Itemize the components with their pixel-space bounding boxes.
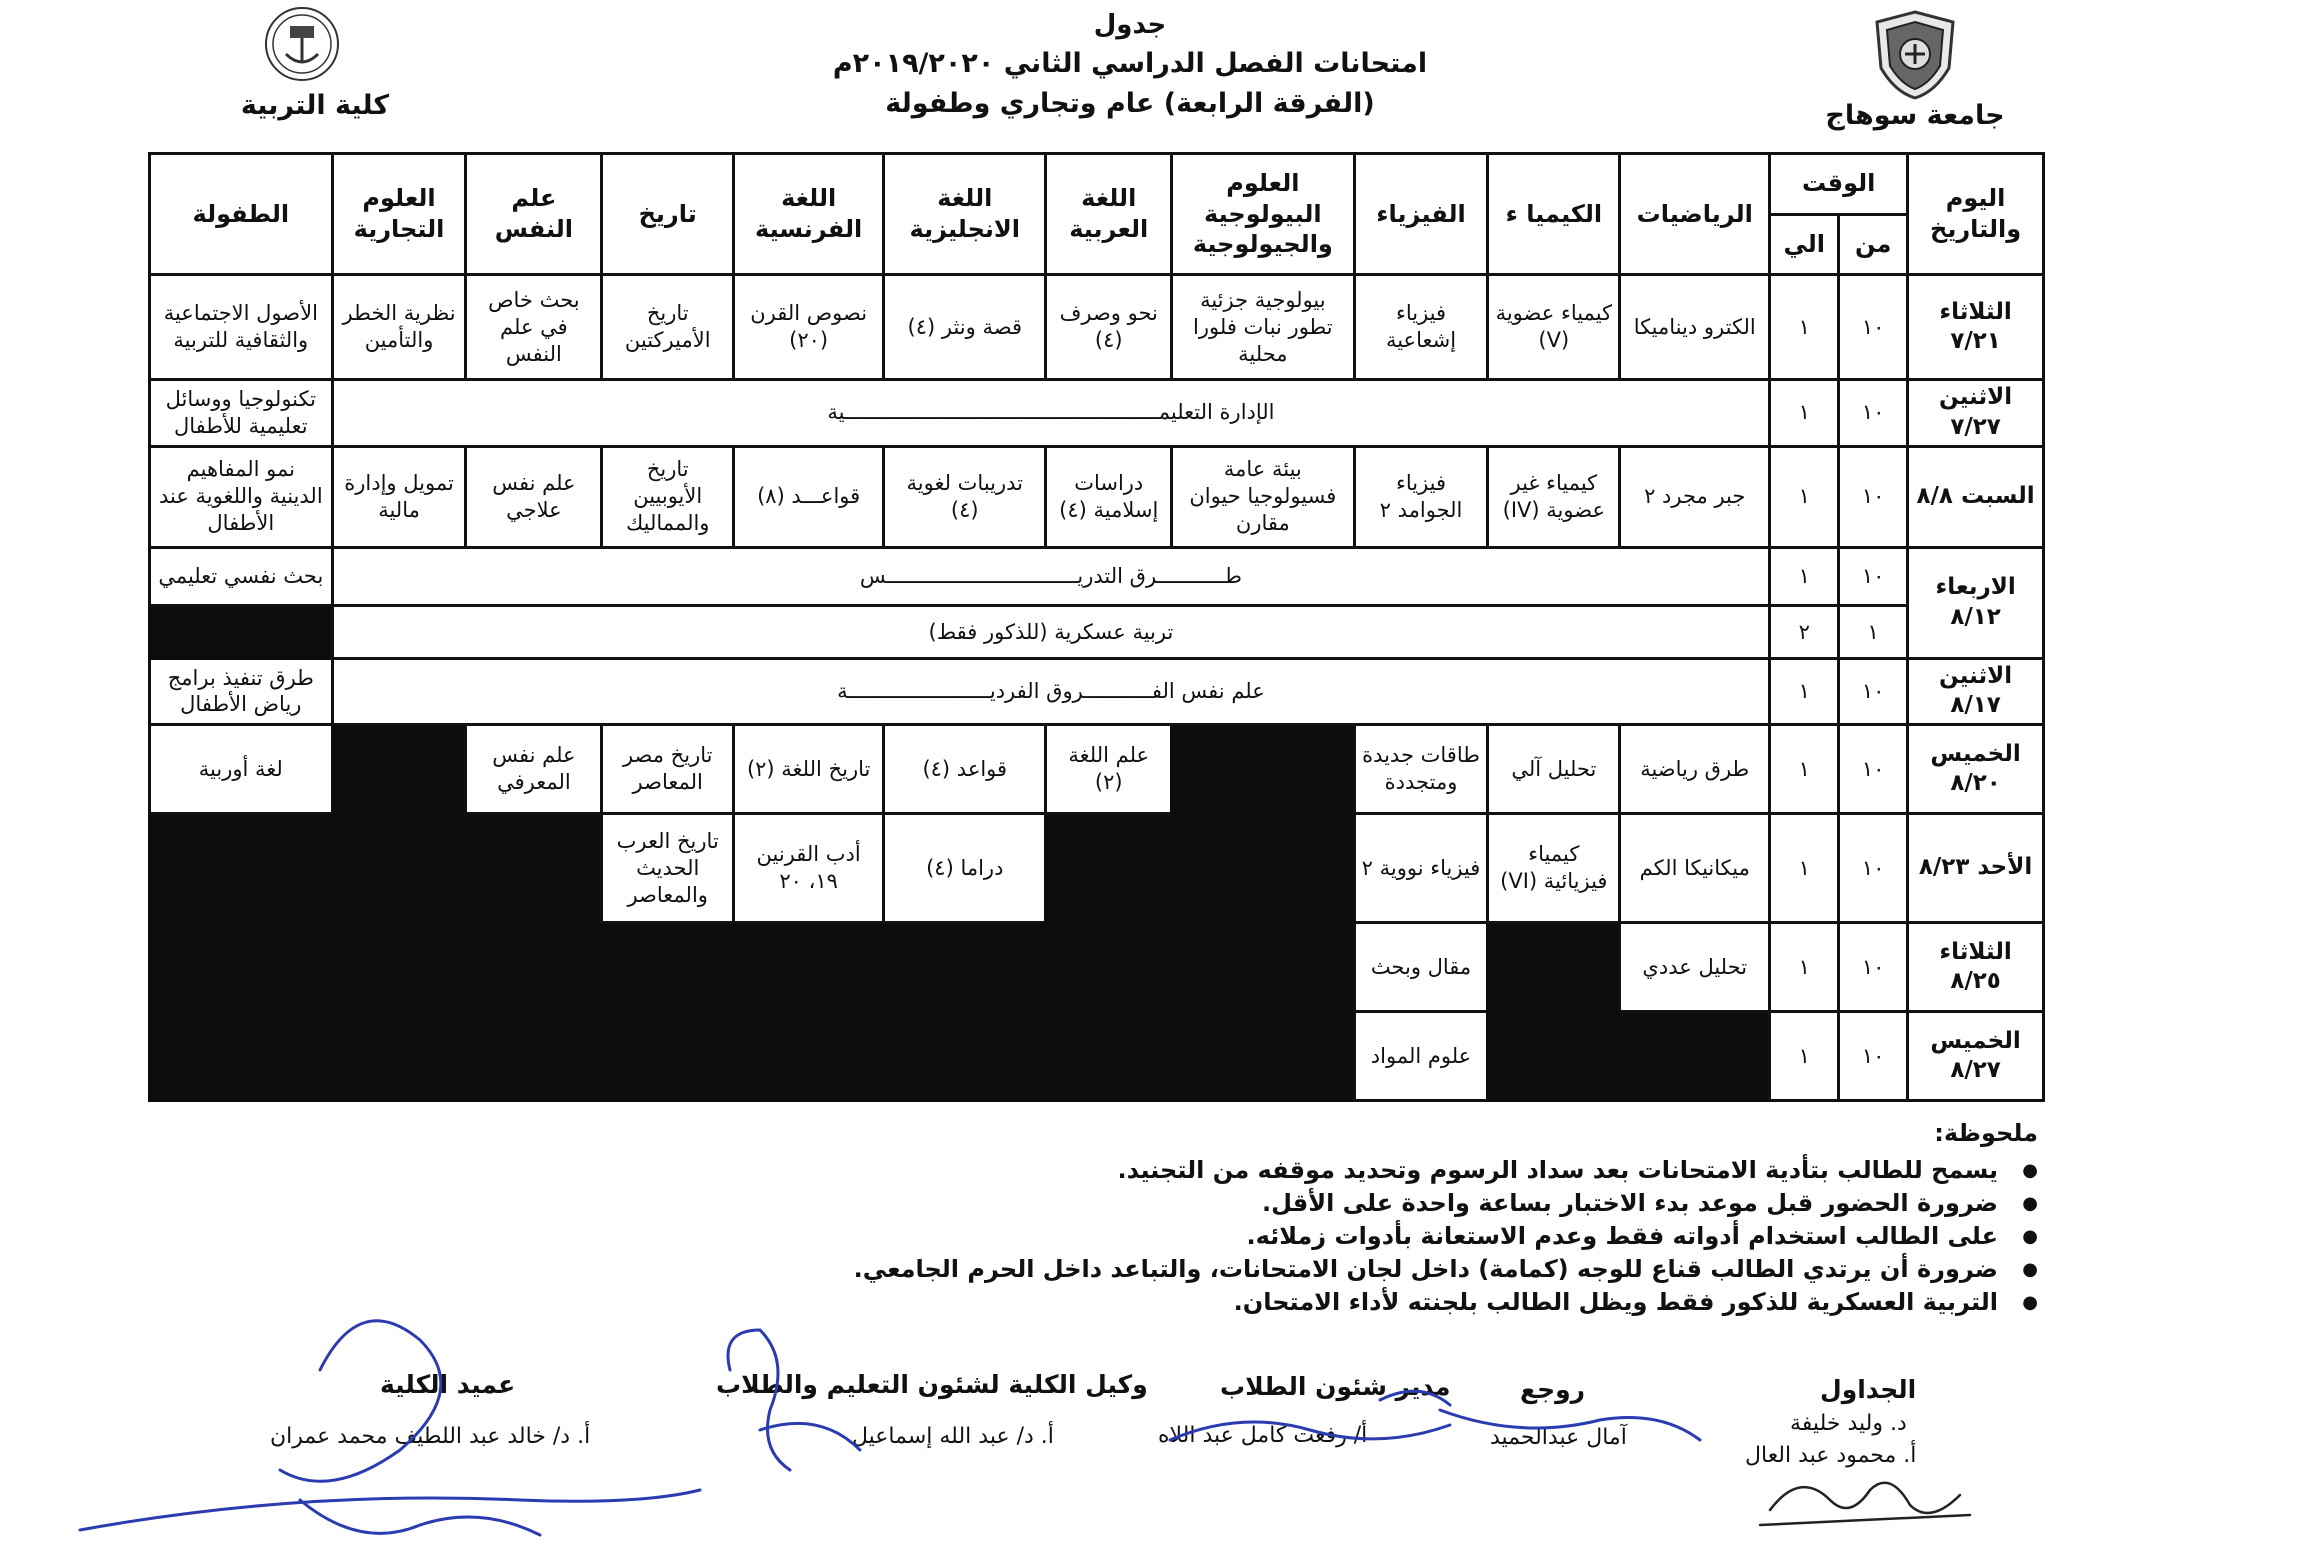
day-cell: الأحد ٨/٢٣ xyxy=(1908,814,2044,923)
exam-cell: نحو وصرف (٤) xyxy=(1046,275,1172,380)
exam-cell: تحليل آلي xyxy=(1488,725,1620,814)
table-row xyxy=(150,547,2044,606)
exam-cell: فيزياء إشعاعية xyxy=(1354,275,1488,380)
exam-cell: تحليل عددي xyxy=(1620,923,1770,1012)
exam-cell: تاريخ الأميركتين xyxy=(602,275,734,380)
to-cell: ١ xyxy=(1770,380,1839,447)
table-row xyxy=(150,1012,2044,1101)
blacked-out-cell xyxy=(1172,725,1355,814)
schedules-name-2: أ. محمود عبد العال xyxy=(1745,1443,1917,1468)
blacked-out-cell xyxy=(150,923,1355,1012)
faculty-name: كلية التربية xyxy=(240,90,390,121)
exam-cell: أدب القرنين ١٩، ٢٠ xyxy=(734,814,884,923)
to-cell: ١ xyxy=(1770,547,1839,606)
blacked-out-cell xyxy=(1488,1012,1770,1101)
exam-cell: تاريخ الأيوبيين والمماليك xyxy=(602,446,734,547)
header-english: اللغة الانجليزية xyxy=(884,154,1046,275)
exam-cell: فيزياء الجوامد ٢ xyxy=(1354,446,1488,547)
to-cell: ٢ xyxy=(1770,606,1839,659)
blacked-out-cell xyxy=(332,814,466,923)
blacked-out-cell xyxy=(466,814,602,923)
header-french: اللغة الفرنسية xyxy=(734,154,884,275)
note-item: ● ضرورة الحضور قبل موعد بدء الاختبار بساعة واحدة على الأقل. xyxy=(238,1187,2038,1220)
to-cell: ١ xyxy=(1770,725,1839,814)
merged-exam-cell: طـــــــــــرق التدريـــــــــــــــــــــــــــــــس xyxy=(332,547,1770,606)
affairs-name: أ/ رفعت كامل عبد اللاه xyxy=(1158,1423,1368,1448)
table-row xyxy=(150,658,2044,725)
exam-cell: قواعد (٤) xyxy=(884,725,1046,814)
exam-cell: كيمياء عضوية (V) xyxy=(1488,275,1620,380)
blacked-out-cell xyxy=(150,814,333,923)
table-row xyxy=(150,446,2044,547)
blacked-out-cell xyxy=(1046,814,1172,923)
header-arabic: اللغة العربية xyxy=(1046,154,1172,275)
exam-cell: علم نفس المعرفي xyxy=(466,725,602,814)
exam-schedule-table xyxy=(148,152,2045,1102)
table-row xyxy=(150,380,2044,447)
reviewed-name: آمال عبدالحميد xyxy=(1490,1425,1627,1450)
note-item: ● على الطالب استخدام أدواته فقط وعدم الاستعانة بأدوات زملائه. xyxy=(238,1220,2038,1253)
exam-cell: جبر مجرد ٢ xyxy=(1620,446,1770,547)
page-title-line1: جدول xyxy=(1093,10,1167,40)
schedules-title: الجداول xyxy=(1820,1375,1917,1404)
dean-title: عميد الكلية xyxy=(380,1370,516,1399)
exam-cell: علم نفس علاجي xyxy=(466,446,602,547)
page-title-line3: (الفرقة الرابعة) عام وتجاري وطفولة xyxy=(885,88,1375,119)
to-cell: ١ xyxy=(1770,1012,1839,1101)
exam-cell: فيزياء نووية ٢ xyxy=(1354,814,1488,923)
notes-label: ملحوظة: xyxy=(1934,1119,2038,1147)
exam-cell: ميكانيكا الكم xyxy=(1620,814,1770,923)
table-row xyxy=(150,923,2044,1012)
header-to: الي xyxy=(1770,214,1839,275)
university-logo xyxy=(1865,8,1965,100)
vice-dean-title: وكيل الكلية لشئون التعليم والطلاب xyxy=(716,1370,1148,1399)
exam-cell: بيئة عامة فسيولوجيا حيوان مقارن xyxy=(1172,446,1355,547)
table-row xyxy=(150,814,2044,923)
to-cell: ١ xyxy=(1770,658,1839,725)
blacked-out-cell xyxy=(332,725,466,814)
exam-cell: تاريخ اللغة (٢) xyxy=(734,725,884,814)
exam-cell: تمويل وإدارة مالية xyxy=(332,446,466,547)
blacked-out-cell xyxy=(150,606,333,659)
exam-cell: كيمياء غير عضوية (IV) xyxy=(1488,446,1620,547)
note-item: ● التربية العسكرية للذكور فقط ويظل الطالب بلجنته لأداء الامتحان. xyxy=(238,1286,2038,1319)
exam-cell: علوم المواد xyxy=(1354,1012,1488,1101)
day-cell: الاثنين ٨/١٧ xyxy=(1908,658,2044,725)
exam-cell: قواعـــد (٨) xyxy=(734,446,884,547)
exam-cell: الكترو ديناميكا xyxy=(1620,275,1770,380)
blacked-out-cell xyxy=(1172,814,1355,923)
exam-cell: تكنولوجيا ووسائل تعليمية للأطفال xyxy=(150,380,333,447)
exam-cell: مقال وبحث xyxy=(1354,923,1488,1012)
merged-exam-cell: علم نفس الفـــــــــــروق الفرديـــــــــــــــــــــــة xyxy=(332,658,1770,725)
table-row xyxy=(150,275,2044,380)
from-cell: ١٠ xyxy=(1839,275,1908,380)
from-cell: ١ xyxy=(1839,606,1908,659)
from-cell: ١٠ xyxy=(1839,923,1908,1012)
day-cell: الخميس ٨/٢٧ xyxy=(1908,1012,2044,1101)
from-cell: ١٠ xyxy=(1839,814,1908,923)
day-cell: الثلاثاء ٨/٢٥ xyxy=(1908,923,2044,1012)
exam-cell: الأصول الاجتماعية والثقافية للتربية xyxy=(150,275,333,380)
day-cell: الثلاثاء ٧/٢١ xyxy=(1908,275,2044,380)
exam-cell: تدريبات لغوية (٤) xyxy=(884,446,1046,547)
exam-cell: كيمياء فيزيائية (VI) xyxy=(1488,814,1620,923)
vice-dean-name: أ. د/ عبد الله إسماعيل xyxy=(852,1424,1054,1449)
exam-cell: قصة ونثر (٤) xyxy=(884,275,1046,380)
from-cell: ١٠ xyxy=(1839,446,1908,547)
exam-cell: طرق رياضية xyxy=(1620,725,1770,814)
exam-cell: دراما (٤) xyxy=(884,814,1046,923)
exam-cell: طاقات جديدة ومتجددة xyxy=(1354,725,1488,814)
note-item: ● ضرورة أن يرتدي الطالب قناع للوجه (كمامة) داخل لجان الامتحانات، والتباعد داخل الحرم الجامعي. xyxy=(238,1253,2038,1286)
reviewed-title: روجع xyxy=(1520,1375,1586,1404)
header-from: من xyxy=(1839,214,1908,275)
table-row xyxy=(150,606,2044,659)
faculty-logo xyxy=(262,4,342,84)
exam-cell: تاريخ مصر المعاصر xyxy=(602,725,734,814)
notes-section xyxy=(238,1117,2038,1319)
to-cell: ١ xyxy=(1770,923,1839,1012)
header-chemistry: الكيميا ء xyxy=(1488,154,1620,275)
header-day: اليوم والتاريخ xyxy=(1908,154,2044,275)
from-cell: ١٠ xyxy=(1839,380,1908,447)
blacked-out-cell xyxy=(1488,923,1620,1012)
exam-cell: بحث خاص في علم النفس xyxy=(466,275,602,380)
merged-exam-cell: الإدارة التعليمـــــــــــــــــــــــــــــــــــــــــــــــــــية xyxy=(332,380,1770,447)
header-physics: الفيزياء xyxy=(1354,154,1488,275)
day-cell: الخميس ٨/٢٠ xyxy=(1908,725,2044,814)
exam-cell: لغة أوربية xyxy=(150,725,333,814)
page-title-line2: امتحانات الفصل الدراسي الثاني ٢٠١٩/٢٠٢٠م xyxy=(832,48,1428,79)
header-biology: العلوم البيولوجية والجيولوجية xyxy=(1172,154,1355,275)
exam-cell: نظرية الخطر والتأمين xyxy=(332,275,466,380)
from-cell: ١٠ xyxy=(1839,725,1908,814)
dean-name: أ. د/ خالد عبد اللطيف محمد عمران xyxy=(270,1424,591,1449)
from-cell: ١٠ xyxy=(1839,1012,1908,1101)
blacked-out-cell xyxy=(150,1012,1355,1101)
exam-cell: نمو المفاهيم الدينية واللغوية عند الأطفال xyxy=(150,446,333,547)
header-math: الرياضيات xyxy=(1620,154,1770,275)
exam-cell: بيولوجية جزئية تطور نبات فلورا محلية xyxy=(1172,275,1355,380)
exam-cell: بحث نفسي تعليمي xyxy=(150,547,333,606)
from-cell: ١٠ xyxy=(1839,658,1908,725)
signature-marks xyxy=(0,1300,2298,1559)
from-cell: ١٠ xyxy=(1839,547,1908,606)
exam-cell: طرق تنفيذ برامج رياض الأطفال xyxy=(150,658,333,725)
exam-cell: تاريخ العرب الحديث والمعاصر xyxy=(602,814,734,923)
to-cell: ١ xyxy=(1770,446,1839,547)
schedules-name-1: د. وليد خليفة xyxy=(1790,1411,1907,1436)
exam-cell: نصوص القرن (٢٠) xyxy=(734,275,884,380)
exam-cell: علم اللغة (٢) xyxy=(1046,725,1172,814)
to-cell: ١ xyxy=(1770,275,1839,380)
day-cell: الاربعاء ٨/١٢ xyxy=(1908,547,2044,658)
header-time: الوقت xyxy=(1770,154,1908,215)
table-row xyxy=(150,725,2044,814)
header-history: تاريخ xyxy=(602,154,734,275)
to-cell: ١ xyxy=(1770,814,1839,923)
note-item: ● يسمح للطالب بتأدية الامتحانات بعد سداد الرسوم وتحديد موقفه من التجنيد. xyxy=(238,1154,2038,1187)
exam-cell: دراسات إسلامية (٤) xyxy=(1046,446,1172,547)
affairs-title: مدير شئون الطلاب xyxy=(1220,1372,1451,1401)
header-psychology: علم النفس xyxy=(466,154,602,275)
merged-exam-cell: تربية عسكرية (للذكور فقط) xyxy=(332,606,1770,659)
university-name: جامعة سوهاج xyxy=(1825,100,2005,131)
day-cell: السبت ٨/٨ xyxy=(1908,446,2044,547)
header-childhood: الطفولة xyxy=(150,154,333,275)
day-cell: الاثنين ٧/٢٧ xyxy=(1908,380,2044,447)
header-commerce: العلوم التجارية xyxy=(332,154,466,275)
